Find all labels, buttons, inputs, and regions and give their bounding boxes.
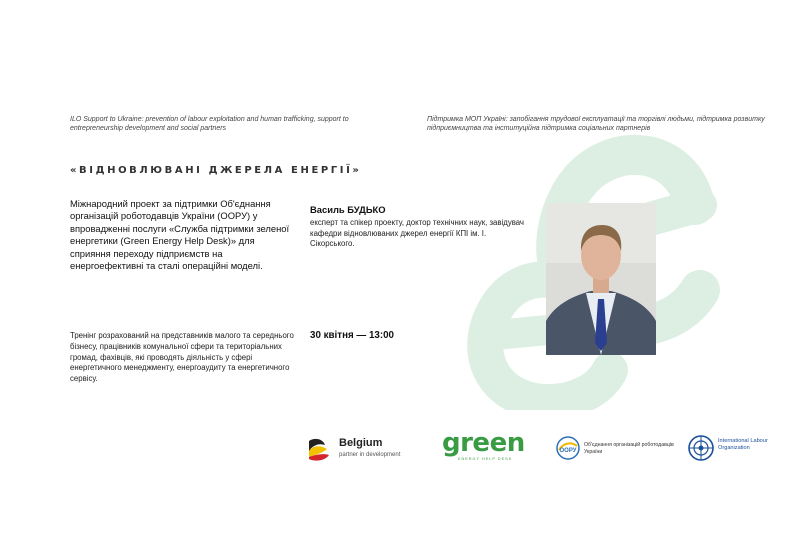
training-paragraph: Тренінг розрахований на представників малого та середнього бізнесу, працівників комунальної сфери та територіальних громад, фахівців, які проводять діяльність у сфері енергетичного менеджменту, енергоаудиту та енергетичного сервісу. [70, 331, 294, 383]
speaker-description: експерт та спікер проекту, доктор технічних наук, завідувач кафедри відновлюваних джерел енергії КПІ ім. І. Сікорського. [310, 218, 524, 249]
speaker-name: Василь БУДЬКО [310, 204, 386, 215]
oopu-emblem-icon [556, 436, 580, 460]
belgium-mark-icon [305, 435, 333, 463]
oopu-logo [556, 436, 674, 464]
intro-paragraph: Міжнародний проект за підтримки Об'єднання організацій роботодавців України (ООРУ) у впровадженні послуги «Служба підтримки зеленої енергетики (Green Energy Help Desk)» для сприяння переходу підприємств на енергоефективні та сталі операційні моделі. [70, 198, 290, 272]
green-energy-logo [442, 428, 525, 464]
speaker-photo [546, 203, 656, 355]
page-title: «ВІДНОВЛЮВАНІ ДЖЕРЕЛА ЕНЕРГІЇ» [70, 165, 362, 176]
belgium-logo-name: Belgium [339, 437, 383, 449]
belgium-logo [305, 433, 415, 465]
green-logo-word: green [442, 428, 525, 458]
green-logo-subtitle: ENERGY HELP DESK [458, 457, 513, 461]
event-datetime: 30 квітня — 13:00 [310, 330, 394, 341]
header-right-text: Підтримка МОП Україні: запобігання трудової експлуатації та торгівлі людьми, підтримка розвитку підприємництва та інституційна підтримка соціальних партнерів [427, 116, 765, 133]
speaker-block [310, 204, 530, 250]
ilo-logo [688, 435, 778, 465]
oopu-emblem-abbr: ООРУ [559, 448, 577, 454]
oopu-logo-text: Об'єднання організацій роботодавців України [584, 442, 674, 456]
ilo-emblem-icon [688, 435, 714, 461]
belgium-logo-subtitle: partner in development [339, 452, 401, 458]
ilo-logo-text: International Labour Organization [718, 438, 768, 452]
speaker-portrait-icon [546, 203, 656, 355]
header-left-text: ILO Support to Ukraine: prevention of labour exploitation and human trafficking, support to entrepreneurship development and social partners [70, 116, 349, 133]
